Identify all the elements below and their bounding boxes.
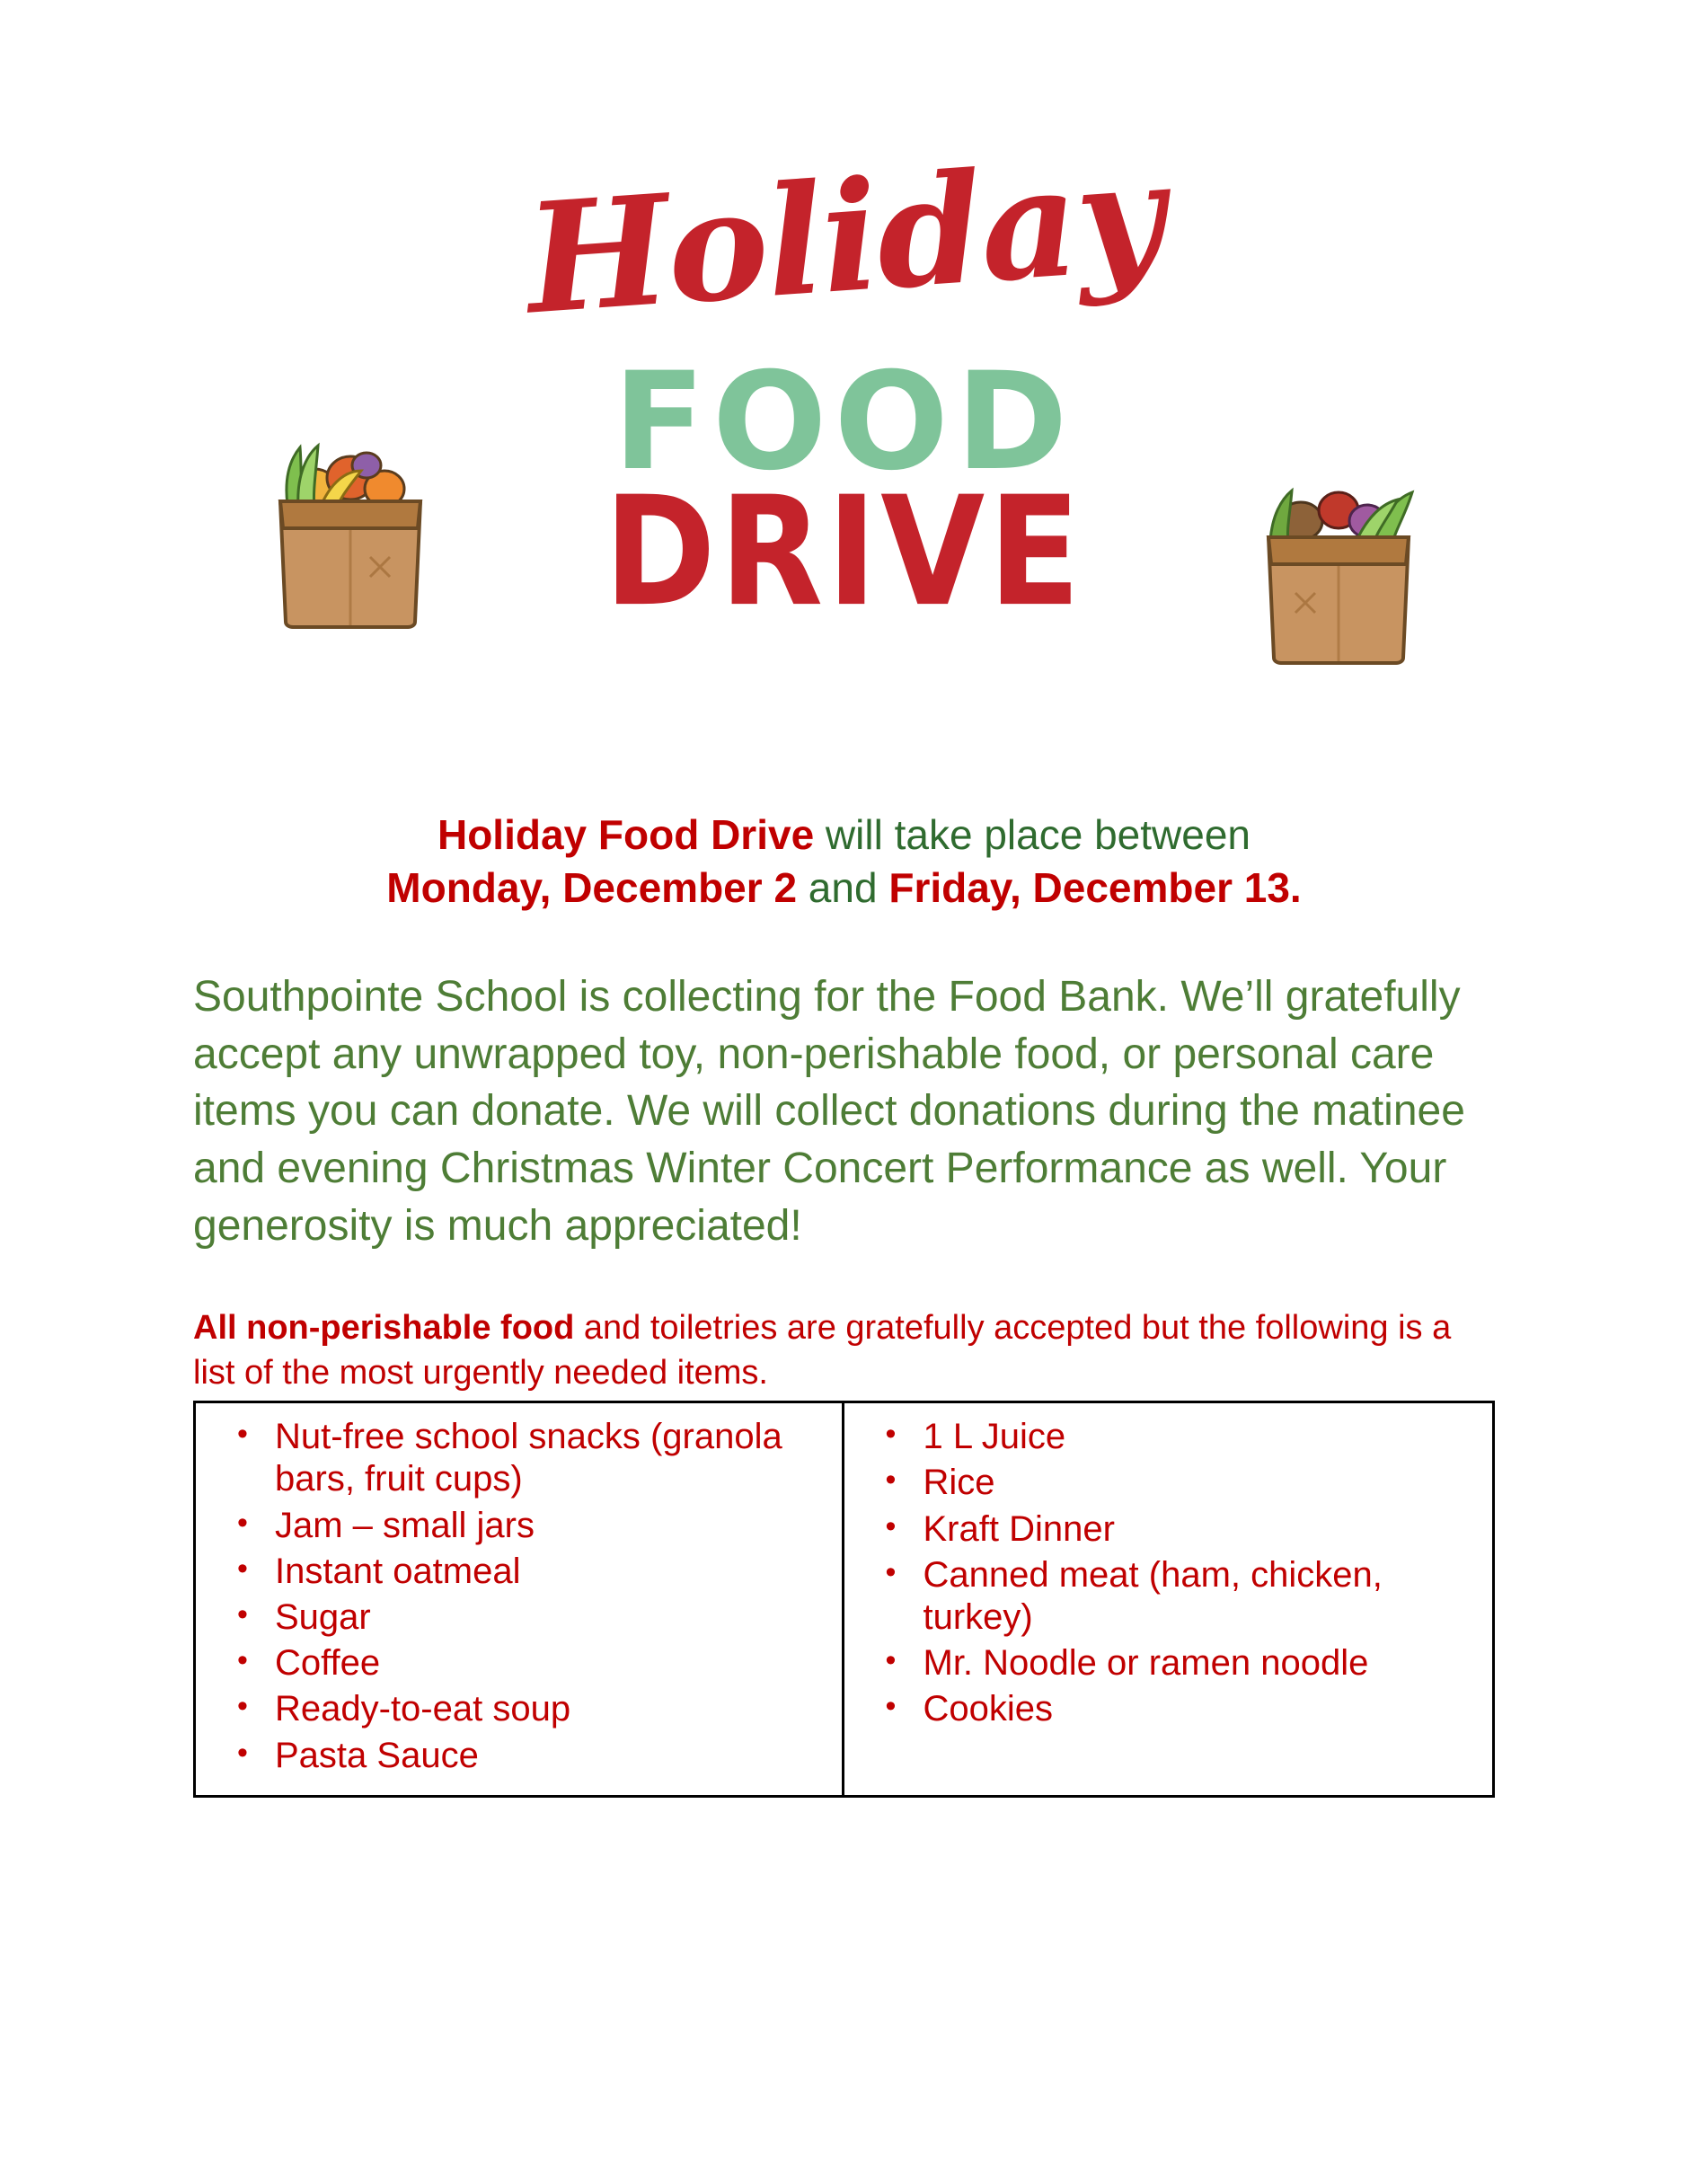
grocery-bag-left-icon xyxy=(261,422,440,629)
flyer-logo xyxy=(0,0,1688,791)
needed-items-intro-rest: and toiletries are gratefully accepted but the following is a list of the most urgently needed items. xyxy=(193,1308,1452,1393)
intro-end-date: Friday, December 13. xyxy=(888,863,1302,911)
needed-items-column-left xyxy=(196,1403,844,1795)
list-item: • Instant oatmeal xyxy=(275,1551,833,1593)
list-item: • Coffee xyxy=(275,1642,833,1684)
intro-conjunction: and xyxy=(797,863,889,911)
list-item: • Rice xyxy=(924,1462,1484,1504)
event-dates-statement xyxy=(0,809,1688,915)
flyer-content xyxy=(0,809,1688,1798)
list-item: • Canned meat (ham, chicken, turkey) xyxy=(924,1554,1484,1639)
list-item: • Sugar xyxy=(275,1596,833,1639)
needed-items-table xyxy=(193,1401,1495,1798)
description-paragraph: Southpointe School is collecting for the Food Bank. We’ll gratefully accept any unwrapped toy, non-perishable food, or personal care items you can donate. We will collect donations during the matinee and evening Christmas Winter Concert Performance as well. Your generosity is much appreciated! xyxy=(193,972,1465,1251)
list-item: • Mr. Noodle or ramen noodle xyxy=(924,1642,1484,1684)
logo-artwork xyxy=(252,126,1437,746)
needed-items-list-right xyxy=(853,1416,1484,1730)
list-item: • Nut-free school snacks (granola bars, fruit cups) xyxy=(275,1416,833,1500)
intro-event-name: Holiday Food Drive xyxy=(437,811,815,858)
list-item: • Ready-to-eat soup xyxy=(275,1688,833,1730)
list-item: • Jam – small jars xyxy=(275,1505,833,1547)
grocery-bag-right-icon xyxy=(1249,458,1428,665)
needed-items-list-left xyxy=(205,1416,833,1777)
list-item: • Kraft Dinner xyxy=(924,1508,1484,1551)
list-item: • Pasta Sauce xyxy=(275,1735,833,1777)
intro-line1-rest: will take place between xyxy=(814,811,1251,858)
list-item: • Cookies xyxy=(924,1688,1484,1730)
needed-items-intro-bold: All non-perishable food xyxy=(193,1308,575,1347)
logo-word-food: FOOD xyxy=(613,344,1075,500)
needed-items-intro xyxy=(0,1305,1688,1395)
list-item: • 1 L Juice xyxy=(924,1416,1484,1458)
logo-word-drive: DRIVE xyxy=(604,464,1084,641)
intro-start-date: Monday, December 2 xyxy=(386,863,798,911)
needed-items-column-right xyxy=(844,1403,1493,1795)
logo-word-holiday: Holiday xyxy=(520,126,1168,349)
